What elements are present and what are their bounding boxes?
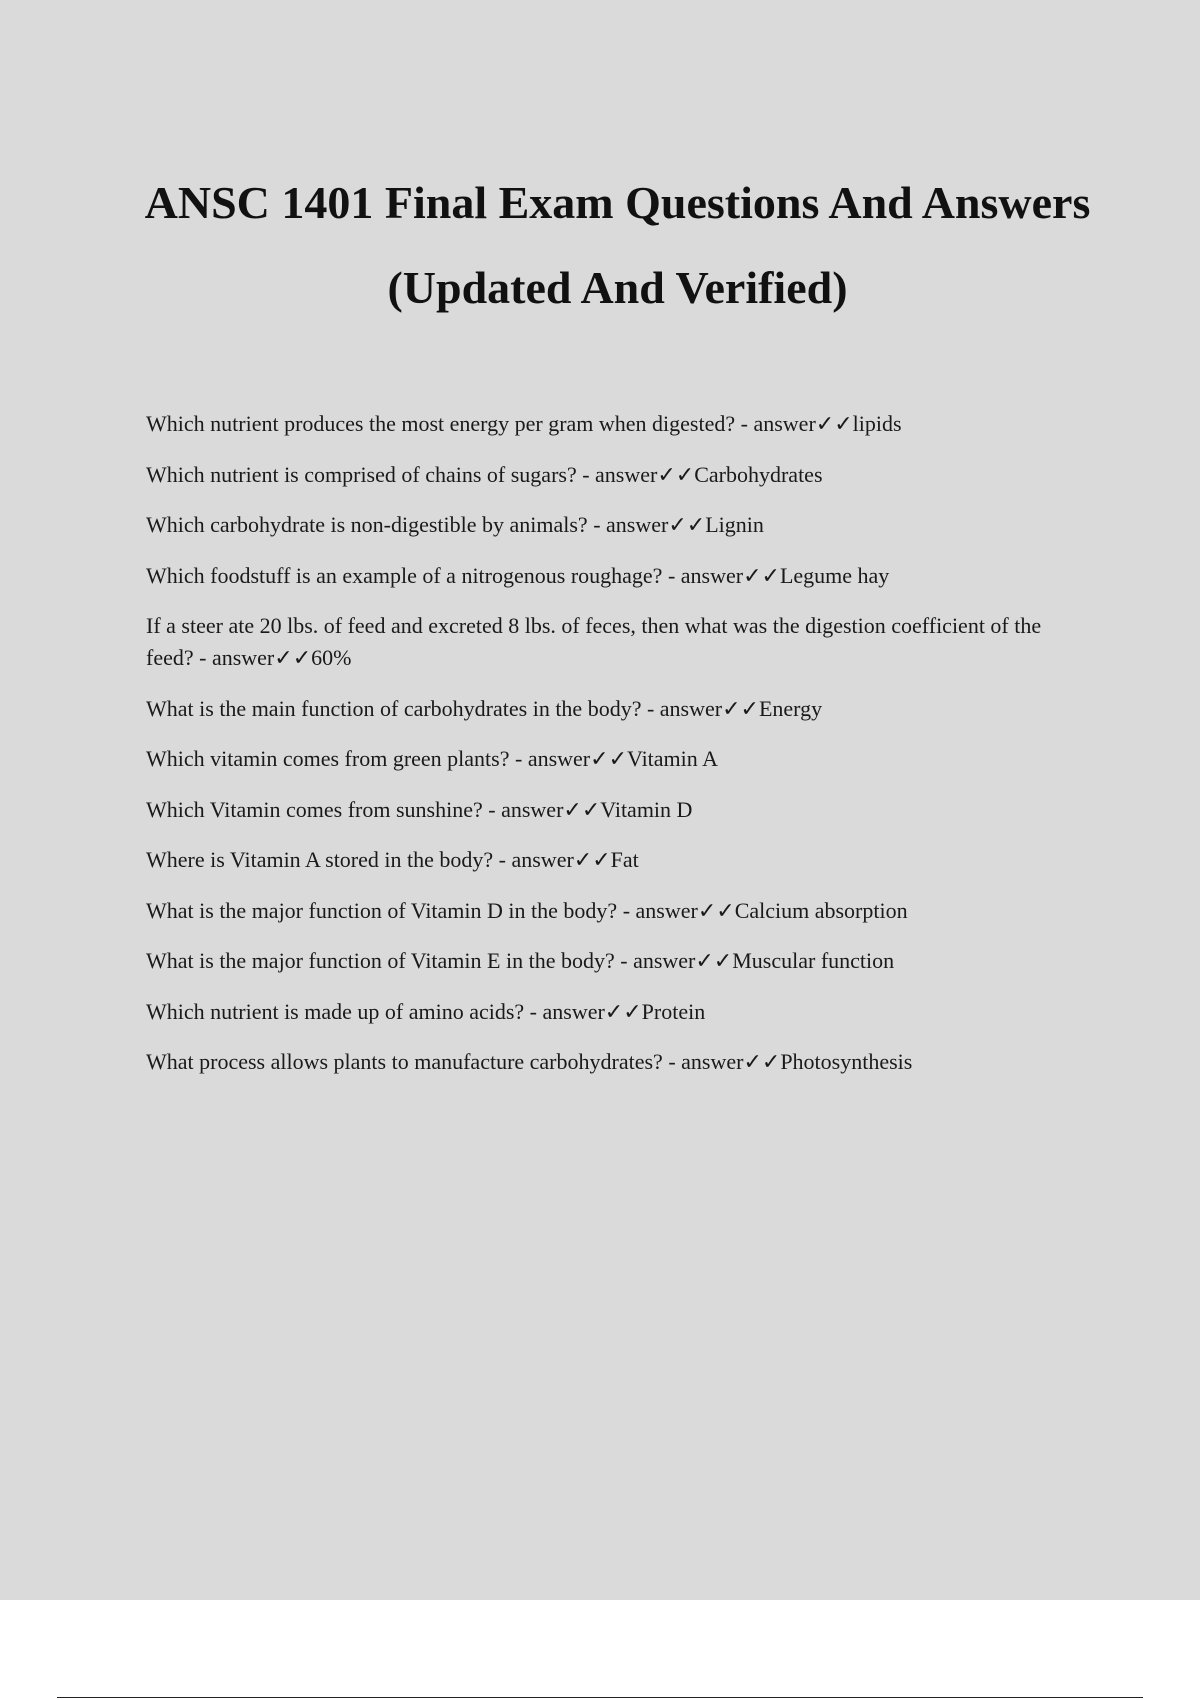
question-text: What process allows plants to manufacture carbohydrates? — [146, 1049, 663, 1074]
question-answer-item — [146, 1046, 1086, 1078]
question-text: Which nutrient is made up of amino acids? — [146, 998, 525, 1024]
document-title: ANSC 1401 Final Exam Questions And Answers (Updated And Verified) — [144, 177, 1091, 313]
question-answer-separator: - — [509, 746, 528, 771]
answer-text: Vitamin D — [600, 796, 693, 822]
answer-text: Legume hay — [779, 562, 890, 588]
question-answer-item — [146, 610, 1086, 674]
answer-marker: answer✓✓ — [606, 512, 706, 537]
answer-marker: answer✓✓ — [681, 1049, 781, 1074]
answer-marker: answer✓✓ — [595, 461, 695, 487]
answer-text: Vitamin A — [627, 746, 718, 771]
question-answer-separator: - — [641, 695, 660, 721]
answer-text: Energy — [758, 695, 823, 721]
question-answer-item — [146, 509, 1086, 541]
question-text: Which Vitamin comes from sunshine? — [146, 796, 483, 822]
question-text: What is the major function of Vitamin D in the body? — [146, 897, 618, 923]
question-answer-item — [146, 408, 1086, 440]
answer-marker: answer✓✓ — [211, 645, 312, 670]
question-answer-item — [146, 743, 1086, 775]
question-answer-item — [146, 844, 1086, 876]
question-answer-separator: - — [614, 948, 634, 973]
question-answer-separator: - — [193, 645, 212, 670]
answer-marker: answer✓✓ — [527, 746, 627, 771]
question-text: Which carbohydrate is non-digestible by animals? — [146, 512, 588, 537]
answer-text: Lignin — [705, 512, 764, 537]
question-answer-item — [146, 794, 1086, 826]
question-text: If a steer ate 20 lbs. of feed and excreted 8 lbs. of feces, then what was the digestion coefficient of the feed? — [146, 613, 1042, 670]
answer-marker: answer✓✓ — [753, 411, 853, 436]
question-answer-list — [146, 408, 1086, 1097]
question-answer-item — [146, 945, 1086, 977]
question-text: Which nutrient produces the most energy per gram when digested? — [146, 411, 736, 436]
answer-text: Calcium absorption — [734, 897, 908, 923]
question-answer-item — [146, 459, 1086, 491]
answer-marker: answer✓✓ — [635, 897, 735, 923]
question-answer-separator: - — [617, 897, 636, 923]
question-answer-separator: - — [482, 796, 502, 822]
question-text: Which nutrient is comprised of chains of sugars? — [146, 461, 577, 487]
question-answer-item — [146, 996, 1086, 1028]
question-text: What is the main function of carbohydrates in the body? — [146, 695, 642, 721]
question-answer-separator: - — [493, 847, 512, 872]
question-text: Which vitamin comes from green plants? — [146, 746, 510, 771]
question-answer-separator: - — [576, 461, 596, 487]
answer-text: 60% — [311, 645, 352, 670]
question-answer-separator: - — [662, 1049, 682, 1074]
question-text: Which foodstuff is an example of a nitrogenous roughage? — [146, 562, 663, 588]
answer-text: Muscular function — [732, 948, 895, 973]
answer-marker: answer✓✓ — [680, 562, 780, 588]
question-text: Where is Vitamin A stored in the body? — [146, 847, 494, 872]
question-answer-item — [146, 693, 1086, 725]
answer-marker: answer✓✓ — [542, 998, 642, 1024]
question-answer-separator: - — [735, 411, 754, 436]
question-answer-separator: - — [587, 512, 607, 537]
answer-text: Fat — [610, 847, 639, 872]
answer-marker: answer✓✓ — [511, 847, 611, 872]
question-answer-separator: - — [662, 562, 681, 588]
question-answer-item — [146, 895, 1086, 927]
footer-divider — [57, 1697, 1143, 1698]
answer-marker: answer✓✓ — [633, 948, 733, 973]
question-answer-item — [146, 560, 1086, 592]
answer-text: Photosynthesis — [780, 1049, 913, 1074]
answer-text: Protein — [641, 998, 706, 1024]
question-answer-separator: - — [524, 998, 543, 1024]
answer-text: Carbohydrates — [694, 461, 823, 487]
question-text: What is the major function of Vitamin E in the body? — [146, 948, 615, 973]
answer-text: lipids — [852, 411, 902, 436]
answer-marker: answer✓✓ — [659, 695, 759, 721]
answer-marker: answer✓✓ — [501, 796, 601, 822]
